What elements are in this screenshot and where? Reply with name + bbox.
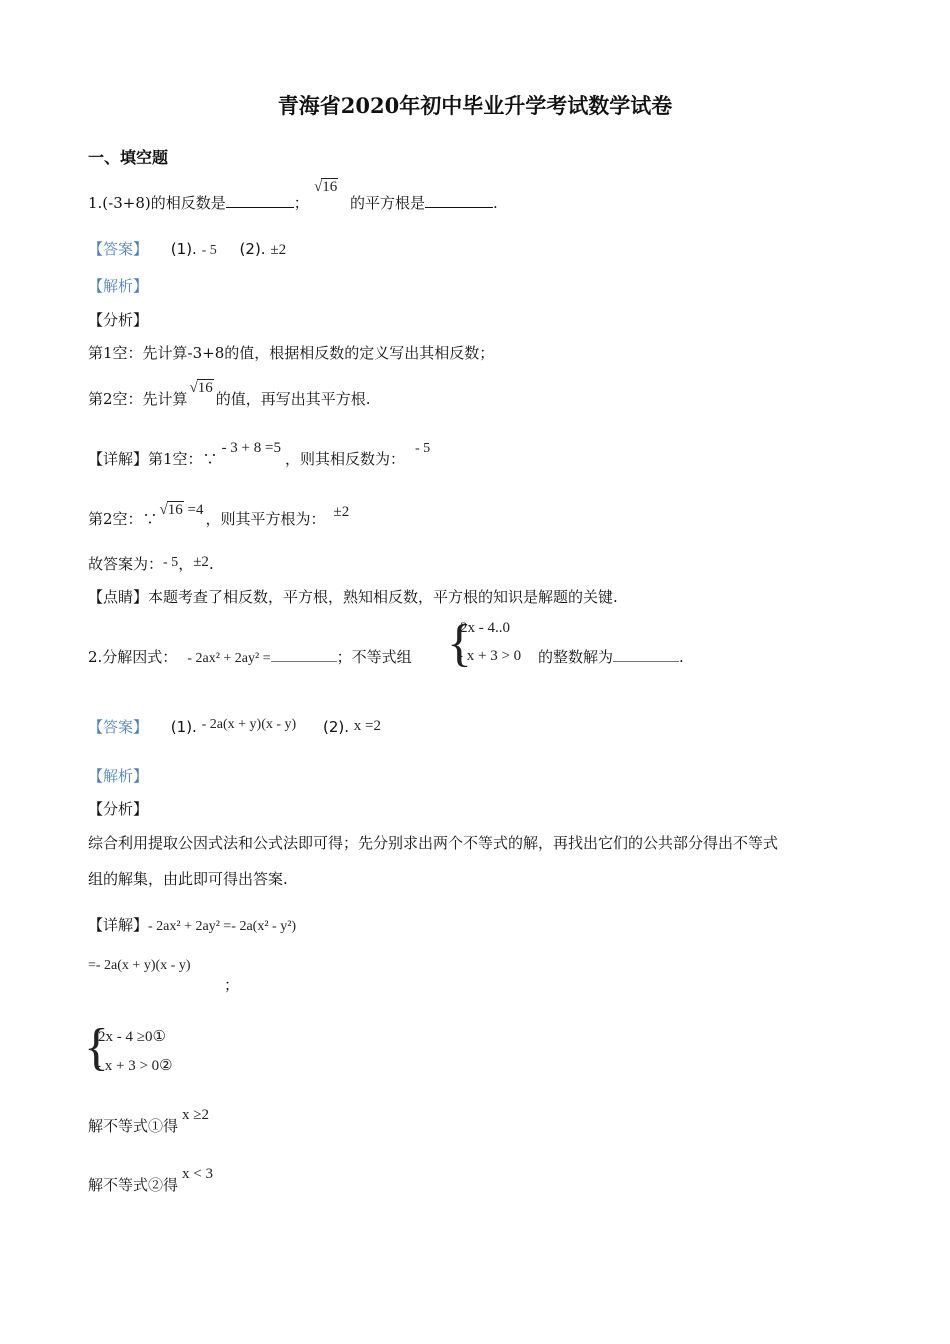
q1-ans2-label: (2). <box>239 240 266 258</box>
sqrt-symbol: √ <box>314 179 323 195</box>
q1-analysis-1: 第1空：先计算-3+8的值，根据相反数的定义写出其相反数； <box>88 344 495 362</box>
q1-detail-1 <box>88 440 431 469</box>
q2-system-line-2: - x + 3 > 0 <box>458 648 522 664</box>
q2-ans2: x =2 <box>353 718 381 734</box>
detail1-text-b: ，则其相反数为： <box>284 450 405 468</box>
q2-expression: - 2ax² + 2ay² = <box>187 651 271 666</box>
final-text: 故答案为： <box>88 555 164 573</box>
q2-end: . <box>679 648 684 666</box>
answer-label: 【答案】 <box>88 240 149 258</box>
q2-detail-system-line-1: 2x - 4 ≥0① <box>98 1029 166 1045</box>
dianjing-text: 本题考查了相反数，平方根，熟知相反数，平方根的知识是解题的关键. <box>148 588 618 606</box>
q1-end: . <box>493 194 498 212</box>
q1-sqrt <box>314 178 338 196</box>
final-end: . <box>208 555 214 573</box>
q2-answer-label: 【答案】 <box>88 718 149 736</box>
q1-prefix: 1.(-3+8)的相反数是 <box>88 194 226 212</box>
solve1-text: 解不等式①得 <box>88 1117 179 1135</box>
analysis2-text-b: 的值，再写出其平方根. <box>215 390 371 408</box>
q2-line-tail <box>538 646 684 667</box>
q1-blank-2 <box>425 193 493 208</box>
detail1-value: - 5 <box>415 441 431 456</box>
q1-blank-1 <box>226 193 294 208</box>
analysis2-text-a: 第2空：先计算 <box>88 390 188 408</box>
q2-jiexi-label: 【解析】 <box>88 767 149 785</box>
question-1 <box>88 192 309 213</box>
solve2-expr: x < 3 <box>182 1166 213 1182</box>
q1-dianjing <box>88 586 618 607</box>
q2-detail-1 <box>88 914 296 935</box>
q2-detail-label: 【详解】 <box>88 916 149 934</box>
q2-detail-eq2-end: ； <box>224 976 240 994</box>
q1-radicand: 16 <box>322 179 338 195</box>
q2-detail-eq1: - 2ax² + 2ay² =- 2a(x² - y²) <box>148 919 297 934</box>
q2-ans1: - 2a(x + y)(x - y) <box>201 717 297 732</box>
q2-semicolon: ；不等式组 <box>336 648 412 666</box>
q2-solve-2 <box>88 1166 213 1195</box>
q1-analysis-2 <box>88 380 371 409</box>
detail1-text-a: 第1空：∵ <box>148 450 218 468</box>
q1-detail-2 <box>88 502 350 529</box>
q2-system-line-1: 2x - 4..0 <box>460 620 510 636</box>
q2-system-brace: { <box>447 615 472 672</box>
dianjing-label: 【点睛】 <box>88 588 149 606</box>
detail2-text-b: ，则其平方根为： <box>205 510 326 528</box>
q2-blank-1 <box>271 647 337 662</box>
q2-detail-system-brace: { <box>84 1019 109 1076</box>
page-title: 青海省2020年初中毕业升学考试数学试卷 <box>277 93 673 118</box>
solve2-text: 解不等式②得 <box>88 1176 179 1194</box>
q2-answer <box>88 716 381 737</box>
analysis2-radicand: 16 <box>197 380 213 396</box>
detail2-text-a: 第2空：∵ <box>88 510 158 528</box>
jiexi-label: 【解析】 <box>88 277 149 295</box>
solve1-expr: x ≥2 <box>182 1107 209 1123</box>
q2-blank-2 <box>613 647 679 662</box>
fenxi-label: 【分析】 <box>88 311 149 329</box>
q2-detail-system-line-2: - x + 3 > 0② <box>96 1058 173 1074</box>
q2-fenxi-label: 【分析】 <box>88 800 149 818</box>
detail2-eq: =4 <box>187 502 204 518</box>
detail-label: 【详解】 <box>88 450 149 468</box>
q2-ans1-label: (1). <box>170 718 197 736</box>
q1-semicolon: ； <box>293 194 309 212</box>
q1-line-tail <box>350 192 498 213</box>
detail2-value: ±2 <box>333 504 350 520</box>
q2-solve-1 <box>88 1107 209 1136</box>
detail2-radicand: 16 <box>167 502 183 518</box>
q2-analysis-line-1: 综合利用提取公因式法和公式法即可得；先分别求出两个不等式的解，再找出它们的公共部分得出不等式 <box>88 834 779 852</box>
q2-prefix: 2.分解因式： <box>88 648 178 666</box>
detail2-equation: √16 =4 <box>159 502 204 518</box>
q1-ans2: ±2 <box>270 242 287 258</box>
question-2 <box>88 646 412 667</box>
final-value-2: ±2 <box>193 554 209 570</box>
q2-ans2-label: (2). <box>322 718 349 736</box>
analysis2-sqrt: √16 <box>189 380 213 396</box>
q1-ans1: - 5 <box>201 243 217 258</box>
q1-mid: 的平方根是 <box>350 194 426 212</box>
q2-suffix: 的整数解为 <box>538 648 614 666</box>
final-value-1: - 5 <box>163 555 179 570</box>
detail1-equation: - 3 + 8 =5 <box>221 440 281 456</box>
q1-ans1-label: (1). <box>170 240 197 258</box>
final-sep: ， <box>178 555 194 573</box>
q1-final <box>88 553 214 574</box>
section-heading: 一、填空题 <box>88 148 169 167</box>
q2-detail-eq2: =- 2a(x + y)(x - y) <box>88 958 191 973</box>
q1-answer <box>88 238 286 259</box>
q2-analysis-line-2: 组的解集，由此即可得出答案. <box>88 870 288 888</box>
